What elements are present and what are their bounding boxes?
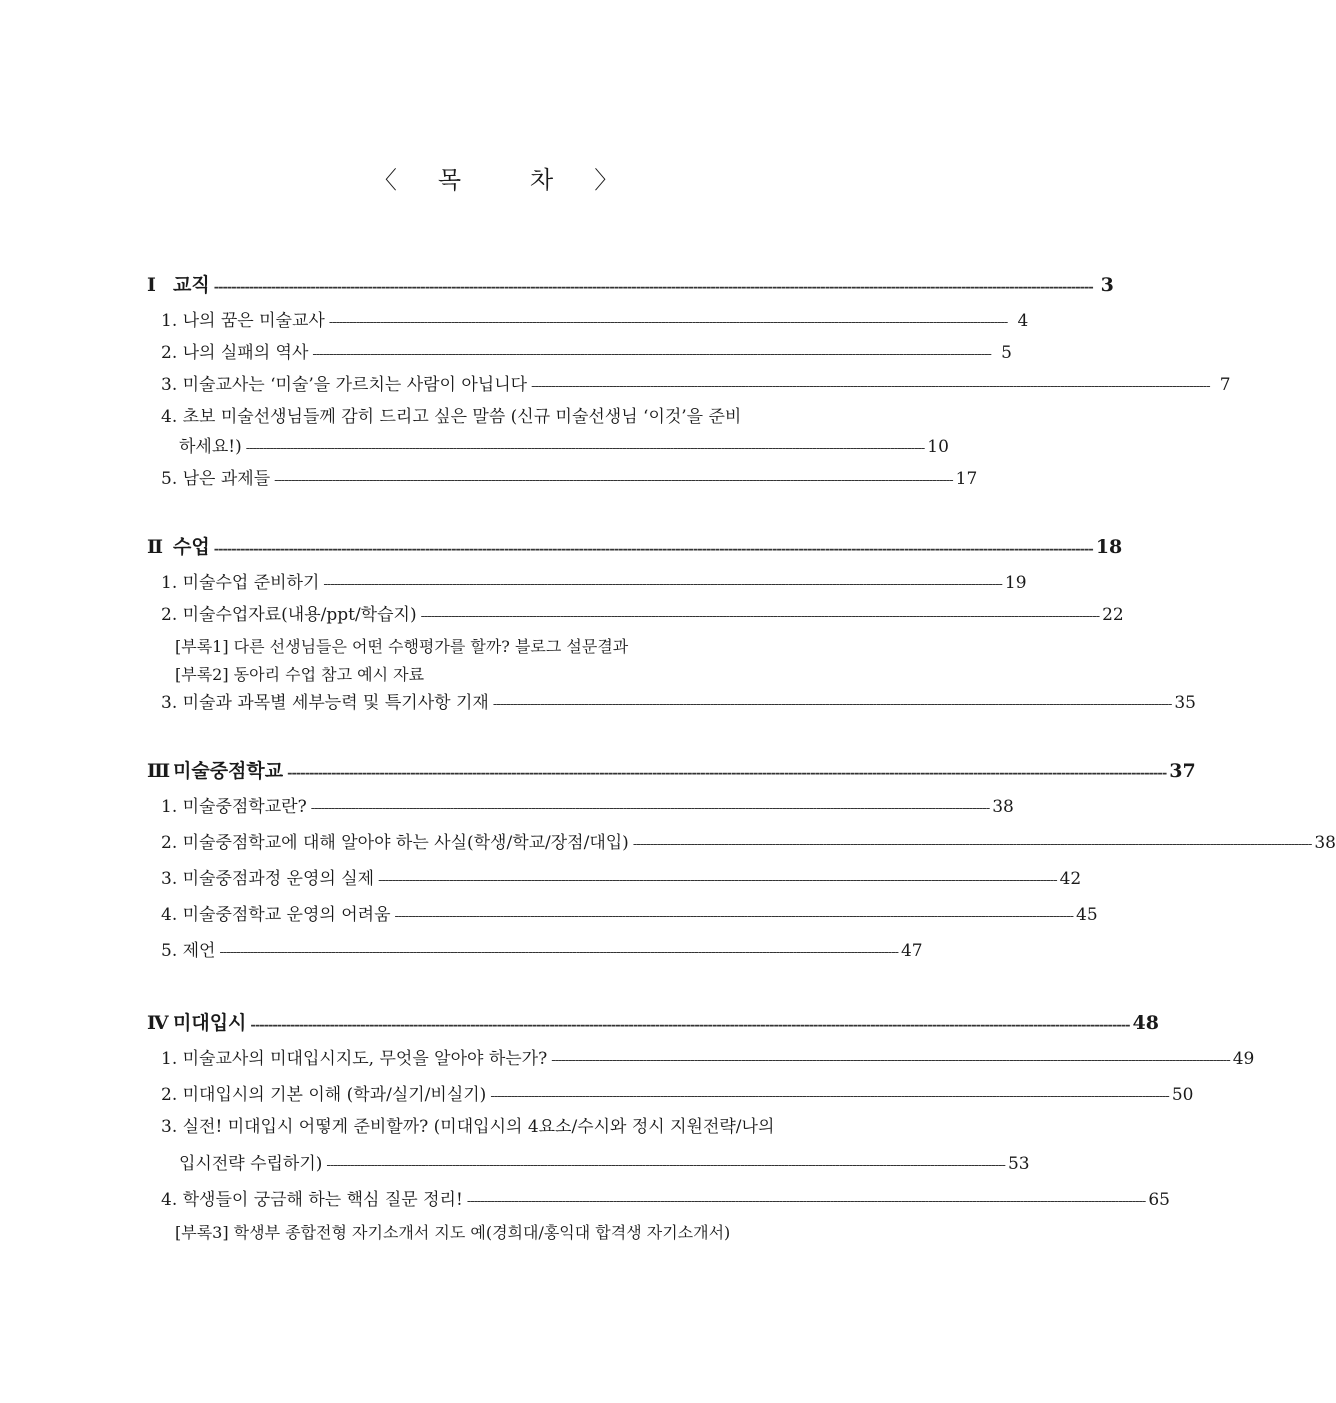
leader-dots: -------------------------------------------------------------------------------------------------------------------------------------------------------------------------------------------------------- — [250, 1018, 1130, 1033]
toc-item-label: 1. 나의 꿈은 미술교사 — [161, 311, 325, 331]
chapter-page: 37 — [1169, 760, 1196, 782]
leader-dots: -------------------------------------------------------------------------------------------------------------------------------------------------------------------------------------------------------- — [466, 1194, 1146, 1209]
leader-dots: -------------------------------------------------------------------------------------------------------------------------------------------------------------------------------------------------------- — [310, 801, 990, 816]
leader-dots: -------------------------------------------------------------------------------------------------------------------------------------------------------------------------------------------------------- — [213, 280, 1093, 295]
toc-item-label: 3. 미술과 과목별 세부능력 및 특기사항 기재 — [161, 693, 489, 713]
toc-item-label: 3. 미술중점과정 운영의 실제 — [161, 869, 375, 889]
toc-item-label: 5. 남은 과제들 — [161, 469, 271, 489]
leader-dots: -------------------------------------------------------------------------------------------------------------------------------------------------------------------------------------------------------- — [326, 1158, 1005, 1173]
toc-item-page: 49 — [1232, 1049, 1255, 1069]
leader-dots: -------------------------------------------------------------------------------------------------------------------------------------------------------------------------------------------------------- — [323, 577, 1002, 592]
toc-item[interactable] — [147, 939, 923, 965]
leader-dots: -------------------------------------------------------------------------------------------------------------------------------------------------------------------------------------------------------- — [213, 542, 1093, 557]
leader-dots: -------------------------------------------------------------------------------------------------------------------------------------------------------------------------------------------------------- — [492, 697, 1172, 712]
toc-item[interactable] — [147, 309, 1029, 335]
toc-item-page: 47 — [900, 941, 923, 961]
toc-item[interactable] — [147, 435, 949, 461]
title-open-bracket: 〈 — [372, 166, 398, 194]
toc-item-label: 1. 미술수업 준비하기 — [161, 573, 320, 593]
chapter-number: Ⅱ — [147, 536, 164, 558]
chapter-label — [147, 273, 210, 297]
toc-item[interactable] — [147, 603, 1124, 629]
leader-dots: -------------------------------------------------------------------------------------------------------------------------------------------------------------------------------------------------------- — [312, 347, 991, 362]
toc-item[interactable] — [147, 903, 1098, 929]
leader-dots: -------------------------------------------------------------------------------------------------------------------------------------------------------------------------------------------------------- — [378, 873, 1057, 888]
toc-item[interactable] — [147, 1152, 1030, 1178]
leader-dots: -------------------------------------------------------------------------------------------------------------------------------------------------------------------------------------------------------- — [219, 945, 898, 960]
chapter-page: 48 — [1132, 1012, 1159, 1034]
toc-item-page: 42 — [1059, 869, 1082, 889]
leader-dots: -------------------------------------------------------------------------------------------------------------------------------------------------------------------------------------------------------- — [490, 1089, 1169, 1104]
toc-item-label: 1. 미술중점학교란? — [161, 797, 307, 817]
toc-chapter[interactable] — [147, 535, 1123, 562]
toc-item-label: 3. 미술교사는 ‘미술’을 가르치는 사람이 아닙니다 — [161, 375, 528, 395]
title-close-bracket: 〉 — [594, 166, 620, 194]
toc-appendix[interactable]: [부록1] 다른 선생님들은 어떤 수행평가를 할까? 블로그 설문결과 — [175, 637, 629, 656]
toc-item[interactable] — [147, 1083, 1194, 1109]
toc-appendix[interactable]: [부록2] 동아리 수업 참고 예시 자료 — [175, 665, 425, 684]
leader-dots: -------------------------------------------------------------------------------------------------------------------------------------------------------------------------------------------------------- — [287, 766, 1167, 781]
toc-item-page: 4 — [1017, 311, 1029, 331]
toc-item-page: 38 — [992, 797, 1014, 817]
toc-item[interactable] — [147, 1188, 1170, 1214]
toc-item-label: 4. 미술중점학교 운영의 어려움 — [161, 905, 391, 925]
toc-item-label: 2. 미술수업자료(내용/ppt/학습지) — [161, 605, 417, 625]
toc-item-label: 4. 학생들이 궁금해 하는 핵심 질문 정리! — [161, 1190, 463, 1210]
leader-dots: -------------------------------------------------------------------------------------------------------------------------------------------------------------------------------------------------------- — [531, 379, 1210, 394]
chapter-page: 3 — [1100, 274, 1114, 296]
leader-dots: -------------------------------------------------------------------------------------------------------------------------------------------------------------------------------------------------------- — [274, 473, 953, 488]
leader-dots: -------------------------------------------------------------------------------------------------------------------------------------------------------------------------------------------------------- — [394, 909, 1074, 924]
toc-item-page: 38 — [1314, 833, 1336, 853]
toc-item-label-line1[interactable]: 4. 초보 미술선생님들께 감히 드리고 싶은 말씀 (신규 미술선생님 ‘이것’을 준비 — [161, 407, 742, 427]
chapter-label — [147, 759, 283, 783]
toc-item-page: 65 — [1148, 1190, 1170, 1210]
toc-item[interactable] — [147, 571, 1027, 597]
toc-item[interactable] — [147, 1047, 1255, 1073]
toc-item-label-line2: 입시전략 수립하기) — [179, 1154, 323, 1174]
toc-item[interactable] — [147, 867, 1082, 893]
leader-dots: -------------------------------------------------------------------------------------------------------------------------------------------------------------------------------------------------------- — [632, 837, 1312, 852]
chapter-number: Ⅰ — [147, 274, 156, 296]
toc-chapter[interactable] — [147, 759, 1196, 786]
toc-item[interactable] — [147, 831, 1336, 857]
toc-chapter[interactable] — [147, 1011, 1159, 1038]
toc-appendix[interactable]: [부록3] 학생부 종합전형 자기소개서 지도 예(경희대/홍익대 합격생 자기소개서) — [175, 1223, 731, 1242]
chapter-label — [147, 535, 210, 559]
title-word-1: 목 — [437, 166, 462, 194]
toc-item-page: 10 — [927, 437, 949, 457]
toc-item-page: 22 — [1102, 605, 1124, 625]
leader-dots: -------------------------------------------------------------------------------------------------------------------------------------------------------------------------------------------------------- — [328, 315, 1008, 330]
chapter-number: Ⅳ — [147, 1012, 169, 1034]
toc-item-label-line2: 하세요!) — [179, 437, 242, 457]
toc-item-label: 2. 미술중점학교에 대해 알아야 하는 사실(학생/학교/장점/대입) — [161, 833, 629, 853]
toc-item-page: 35 — [1174, 693, 1196, 713]
title-word-2: 차 — [530, 166, 555, 194]
leader-dots: -------------------------------------------------------------------------------------------------------------------------------------------------------------------------------------------------------- — [551, 1053, 1230, 1068]
toc-item-page: 45 — [1076, 905, 1098, 925]
toc-item[interactable] — [147, 341, 1012, 367]
toc-item-label: 2. 미대입시의 기본 이해 (학과/실기/비실기) — [161, 1085, 487, 1105]
chapter-title: 미술중점학교 — [173, 760, 284, 782]
toc-item[interactable] — [147, 373, 1231, 399]
toc-item-page: 53 — [1007, 1154, 1030, 1174]
chapter-title: 미대입시 — [173, 1012, 247, 1034]
toc-item-label: 1. 미술교사의 미대입시지도, 무엇을 알아야 하는가? — [161, 1049, 548, 1069]
toc-item[interactable] — [147, 467, 978, 493]
toc-item-page: 5 — [1001, 343, 1012, 363]
chapter-title: 수업 — [173, 536, 210, 558]
toc-item-page: 50 — [1171, 1085, 1194, 1105]
chapter-label — [147, 1011, 246, 1035]
toc-item-page: 19 — [1004, 573, 1027, 593]
toc-chapter[interactable] — [147, 273, 1114, 300]
page-title — [0, 160, 992, 195]
leader-dots: -------------------------------------------------------------------------------------------------------------------------------------------------------------------------------------------------------- — [420, 609, 1100, 624]
leader-dots: -------------------------------------------------------------------------------------------------------------------------------------------------------------------------------------------------------- — [245, 441, 925, 456]
toc-item[interactable] — [147, 691, 1196, 717]
toc-item-page: 17 — [955, 469, 978, 489]
toc-item-label: 2. 나의 실패의 역사 — [161, 343, 309, 363]
toc-item-label: 5. 제언 — [161, 941, 216, 961]
chapter-title: 교직 — [173, 274, 210, 296]
chapter-number: Ⅲ — [147, 760, 171, 782]
toc-item-page: 7 — [1219, 375, 1231, 395]
toc-item[interactable] — [147, 795, 1014, 821]
chapter-page: 18 — [1095, 536, 1123, 558]
toc-item-label-line1[interactable]: 3. 실전! 미대입시 어떻게 준비할까? (미대입시의 4요소/수시와 정시 지원전략/나의 — [161, 1117, 775, 1137]
